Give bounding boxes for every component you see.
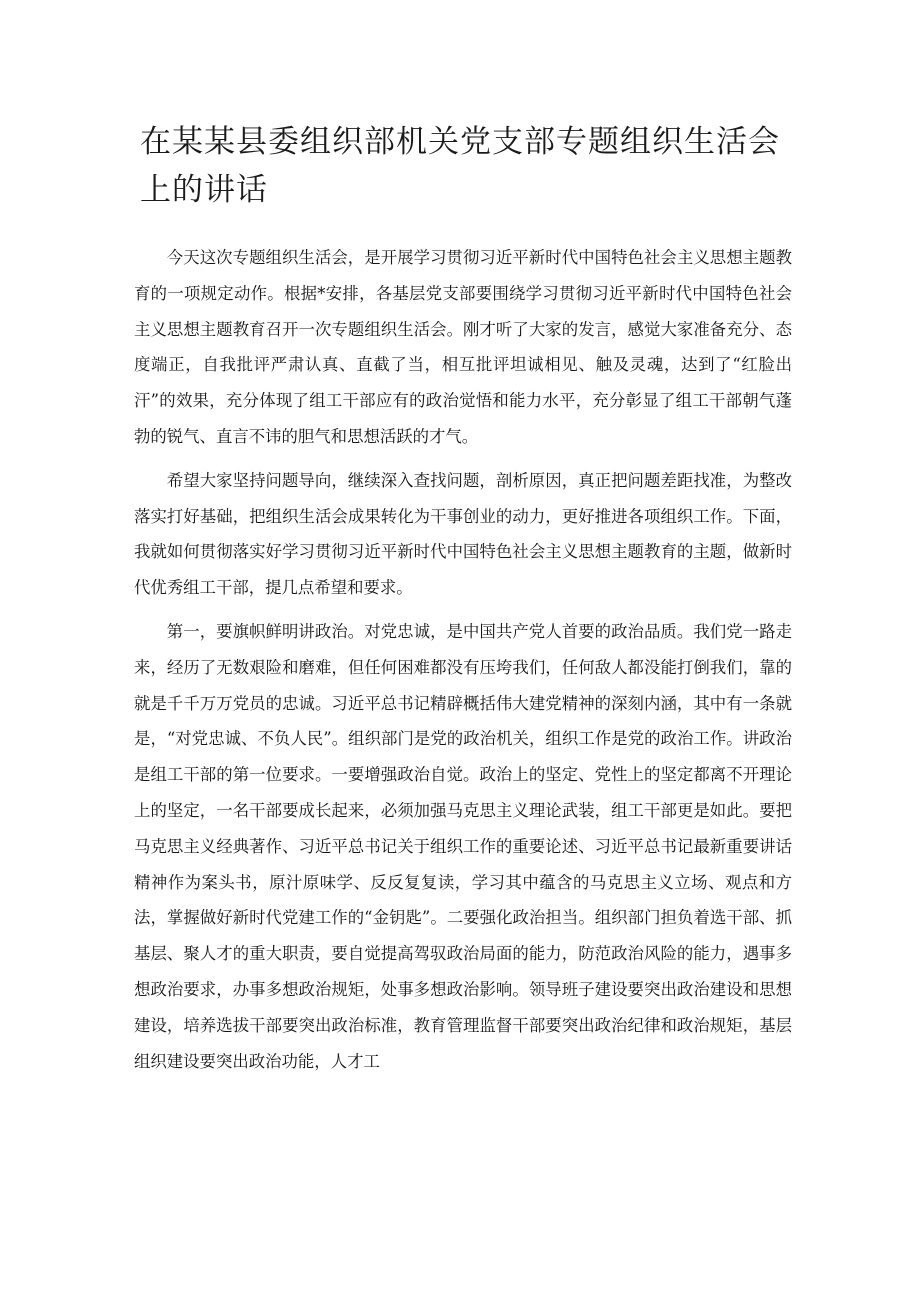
document-body [134,240,792,1087]
document-title: 在某某县委组织部机关党支部专题组织生活会上的讲话 [140,124,780,208]
paragraph-politics: 第一，要旗帜鲜明讲政治。对党忠诚，是中国共产党人首要的政治品质。我们党一路走来，经历了无数艰险和磨难，但任何困难都没有压垮我们，任何敌人都没能打倒我们，靠的就是千千万万党员的忠诚。习近平总书记精辟概括伟大建党精神的深刻内涵，其中有一条就是，“对党忠诚、不负人民”。组织部门是党的政治机关，组织工作是党的政治工作。讲政治是组工干部的第一位要求。一要增强政治自觉。政治上的坚定、党性上的坚定都离不开理论上的坚定，一名干部要成长起来，必须加强马克思主义理论武装，组工干部更是如此。要把马克思主义经典著作、习近平总书记关于组织工作的重要论述、习近平总书记最新重要讲话精神作为案头书，原汁原味学、反反复复读，学习其中蕴含的马克思主义立场、观点和方法，掌握做好新时代党建工作的“金钥匙”。二要强化政治担当。组织部门担负着选干部、抓基层、聚人才的重大职责，要自觉提高驾驭政治局面的能力，防范政治风险的能力，遇事多想政治要求，办事多想政治规矩，处事多想政治影响。领导班子建设要突出政治建设和思想建设，培养选拔干部要突出政治标准，教育管理监督干部要突出政治纪律和政治规矩，基层组织建设要突出政治功能，人才工 [134,621,792,1071]
paragraph-expectations: 希望大家坚持问题导向，继续深入查找问题，剖析原因，真正把问题差距找准，为整改落实打好基础，把组织生活会成果转化为干事创业的动力，更好推进各项组织工作。下面，我就如何贯彻落实好学习贯彻习近平新时代中国特色社会主义思想主题教育的主题，做新时代优秀组工干部，提几点希望和要求。 [134,470,792,598]
paragraph-intro: 今天这次专题组织生活会，是开展学习贯彻习近平新时代中国特色社会主义思想主题教育的一项规定动作。根据*安排，各基层党支部要围绕学习贯彻习近平新时代中国特色社会主义思想主题教育召开一次专题组织生活会。刚才听了大家的发言，感觉大家准备充分、态度端正，自我批评严肃认真、直截了当，相互批评坦诚相见、触及灵魂，达到了“红脸出汗”的效果，充分体现了组工干部应有的政治觉悟和能力水平，充分彰显了组工干部朝气蓬勃的锐气、直言不讳的胆气和思想活跃的才气。 [134,248,792,446]
